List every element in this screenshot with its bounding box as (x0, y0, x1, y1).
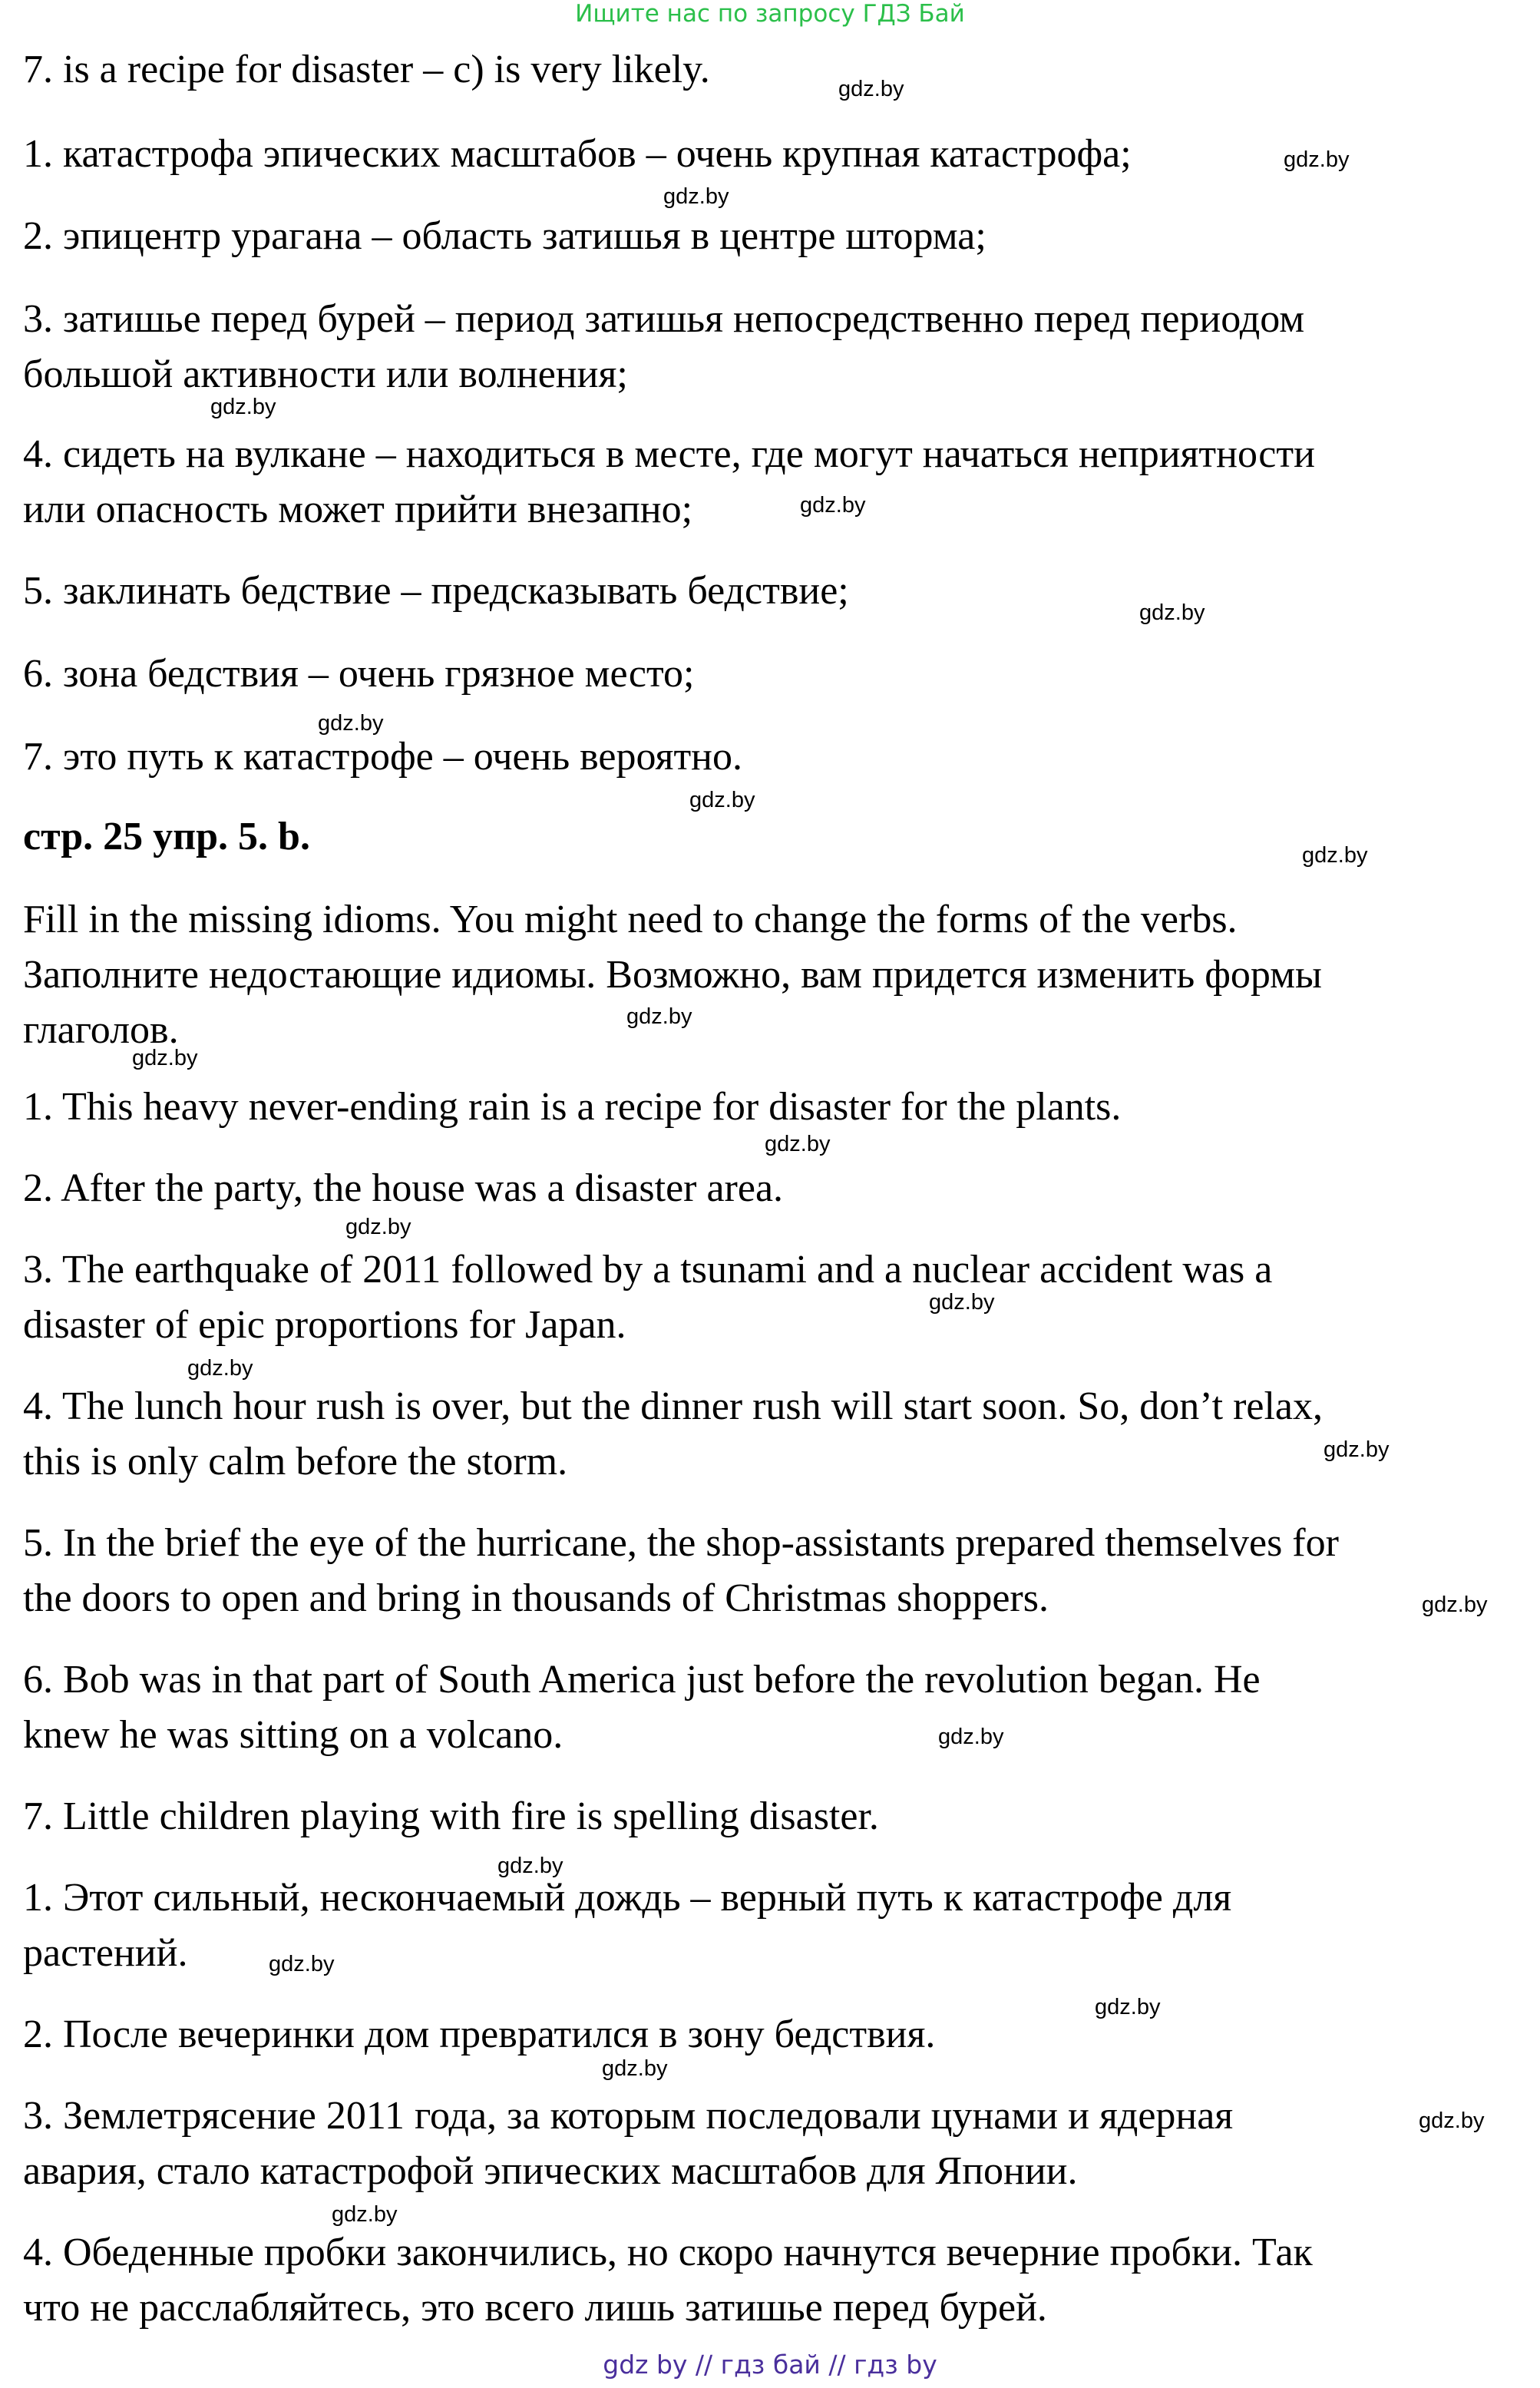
watermark: gdz.by (1139, 600, 1205, 625)
watermark: gdz.by (938, 1725, 1004, 1749)
text-line: или опасность может прийти внезапно; (23, 488, 693, 531)
text-line: 5. In the brief the eye of the hurricane, the shop-assistants prepared themselves for (23, 1521, 1339, 1565)
watermark: gdz.by (318, 711, 384, 736)
text-line: 7. это путь к катастрофе – очень вероятно. (23, 735, 742, 779)
watermark: gdz.by (626, 1004, 692, 1029)
watermark: gdz.by (602, 2056, 668, 2081)
text-line: knew he was sitting on a volcano. (23, 1713, 563, 1757)
text-line: 2. эпицентр урагана – область затишья в центре шторма; (23, 214, 986, 258)
watermark: gdz.by (187, 1356, 253, 1381)
search-banner: Ищите нас по запросу ГДЗ Бай (575, 0, 965, 28)
text-line: this is only calm before the storm. (23, 1440, 568, 1483)
watermark: gdz.by (1284, 147, 1350, 172)
text-line: авария, стало катастрофой эпических масштабов для Японии. (23, 2149, 1078, 2193)
section-heading: стр. 25 упр. 5. b. (23, 815, 310, 858)
text-line: 6. Bob was in that part of South America just before the revolution began. He (23, 1658, 1261, 1702)
text-line: 7. Little children playing with fire is spelling disaster. (23, 1794, 879, 1838)
text-line: 4. Обеденные пробки закончились, но скоро начнутся вечерние пробки. Так (23, 2231, 1313, 2274)
watermark: gdz.by (765, 1132, 831, 1156)
text-line: 4. сидеть на вулкане – находиться в месте, где могут начаться неприятности (23, 432, 1315, 476)
text-line: Fill in the missing idioms. You might need to change the forms of the verbs. (23, 898, 1238, 941)
text-line: 6. зона бедствия – очень грязное место; (23, 652, 695, 696)
text-line: что не расслабляйтесь, это всего лишь затишье перед бурей. (23, 2286, 1047, 2330)
footer-links[interactable]: gdz by // гдз бай // гдз by (603, 2350, 937, 2380)
text-line: 5. заклинать бедствие – предсказывать бедствие; (23, 569, 849, 613)
watermark: gdz.by (1419, 2109, 1485, 2133)
text-line: 3. затишье перед бурей – период затишья непосредственно перед периодом (23, 297, 1305, 341)
watermark: gdz.by (332, 2202, 398, 2227)
text-line: 1. Этот сильный, нескончаемый дождь – верный путь к катастрофе для (23, 1876, 1232, 1920)
watermark: gdz.by (1302, 843, 1368, 868)
text-line: 7. is a recipe for disaster – c) is very likely. (23, 48, 710, 91)
text-line: 1. This heavy never-ending rain is a recipe for disaster for the plants. (23, 1085, 1122, 1129)
watermark: gdz.by (1324, 1437, 1390, 1462)
watermark: gdz.by (838, 77, 904, 101)
watermark: gdz.by (210, 395, 276, 419)
watermark: gdz.by (132, 1046, 198, 1070)
text-line: disaster of epic proportions for Japan. (23, 1303, 626, 1347)
watermark: gdz.by (663, 184, 729, 209)
text-line: 4. The lunch hour rush is over, but the dinner rush will start soon. So, don’t relax, (23, 1384, 1323, 1428)
watermark: gdz.by (800, 493, 866, 518)
watermark: gdz.by (689, 788, 755, 812)
text-line: большой активности или волнения; (23, 352, 628, 396)
text-line: 2. After the party, the house was a disaster area. (23, 1166, 784, 1210)
watermark: gdz.by (345, 1215, 411, 1239)
text-line: 2. После вечеринки дом превратился в зону бедствия. (23, 2013, 936, 2056)
watermark: gdz.by (929, 1290, 995, 1315)
text-line: Заполните недостающие идиомы. Возможно, вам придется изменить формы (23, 953, 1322, 997)
watermark: gdz.by (1422, 1593, 1488, 1617)
text-line: the doors to open and bring in thousands of Christmas shoppers. (23, 1576, 1049, 1620)
watermark: gdz.by (269, 1952, 335, 1976)
text-line: глаголов. (23, 1008, 179, 1052)
text-line: 3. The earthquake of 2011 followed by a tsunami and a nuclear accident was a (23, 1248, 1273, 1292)
text-line: 1. катастрофа эпических масштабов – очень крупная катастрофа; (23, 132, 1132, 176)
text-line: растений. (23, 1931, 188, 1975)
watermark: gdz.by (1095, 1995, 1161, 2019)
watermark: gdz.by (497, 1854, 563, 1878)
text-line: 3. Землетрясение 2011 года, за которым последовали цунами и ядерная (23, 2094, 1234, 2138)
